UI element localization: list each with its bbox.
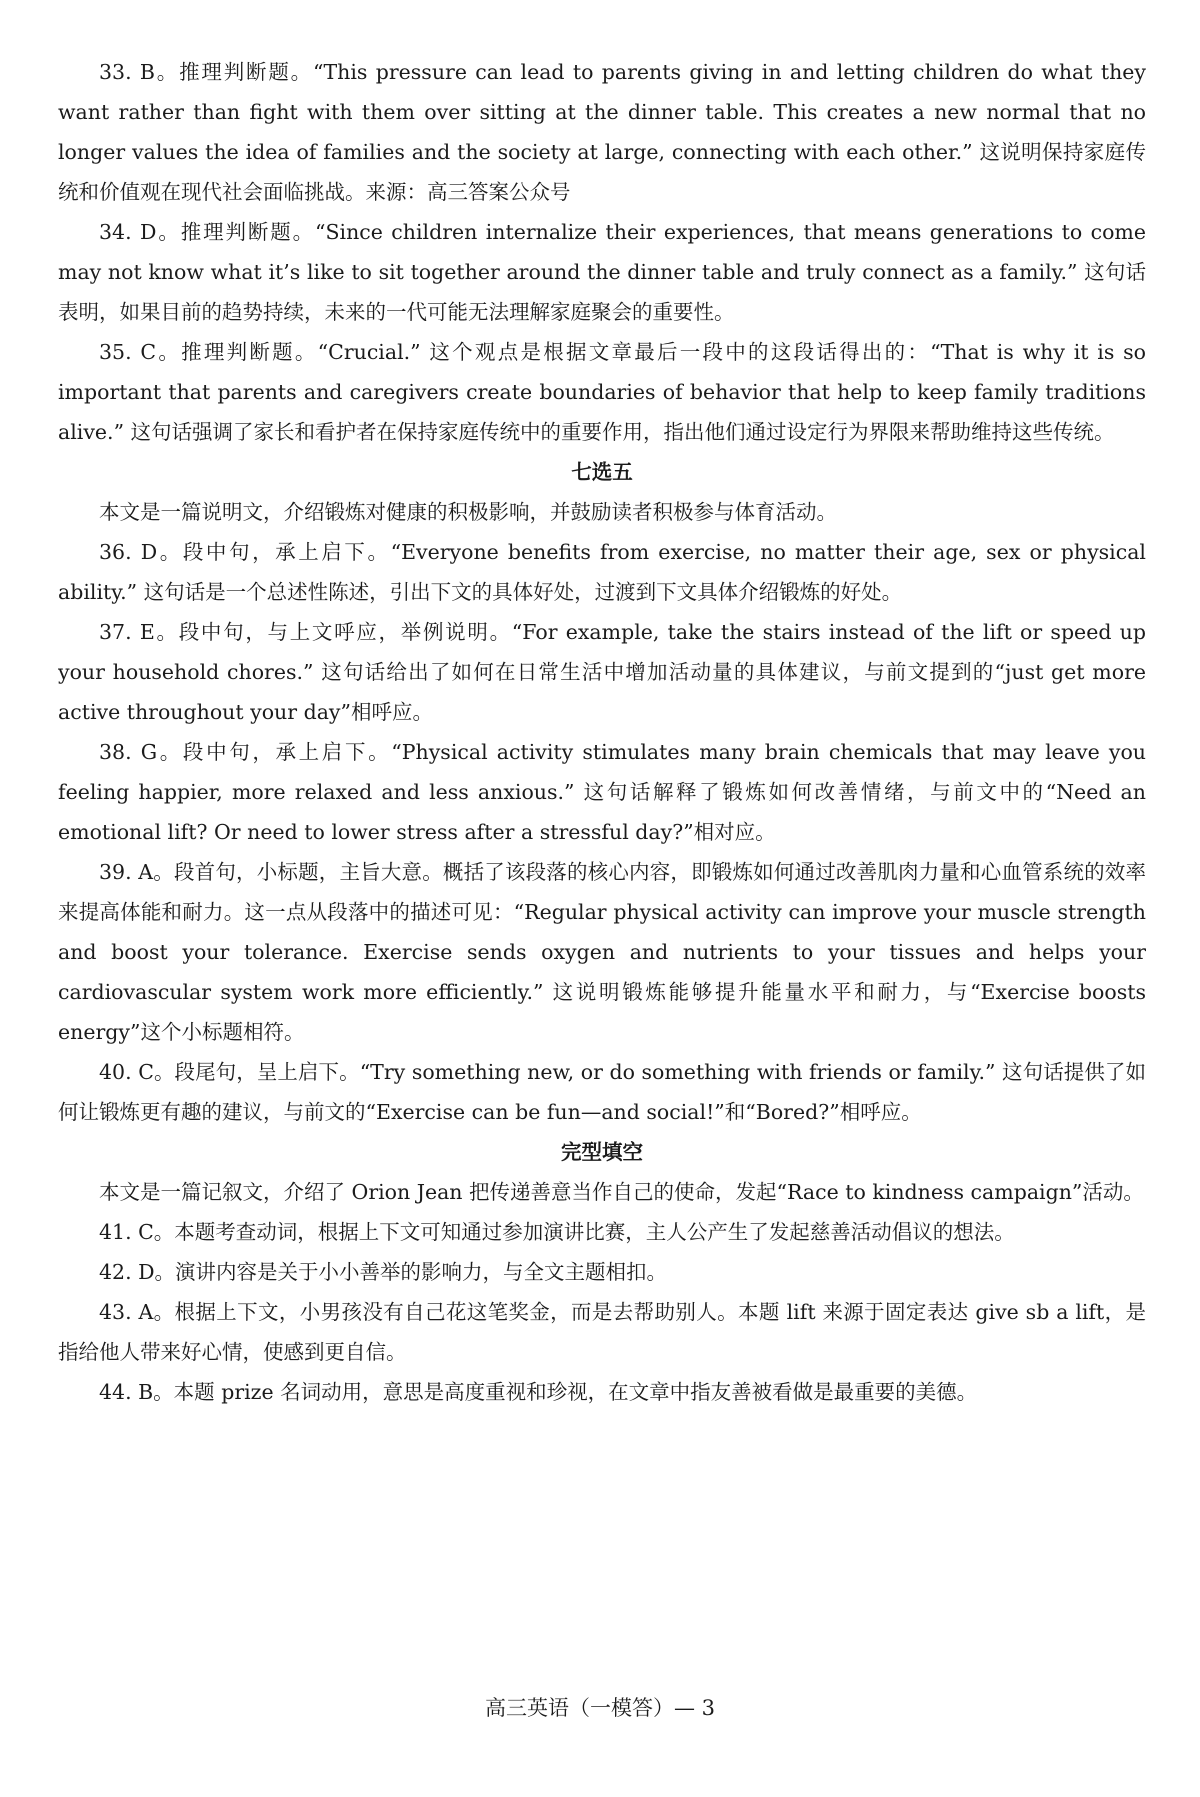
answer-34: 34. D。推理判断题。“Since children internalize their experiences, that means generations to come may not know what it’s like to sit together around the dinner table and truly connect as a family.” 这句话表明，如果目前的趋势持续，未来的一代可能无法理解家庭聚会的重要性。 <box>58 220 1146 324</box>
answer-44: 44. B。本题 prize 名词动用，意思是高度重视和珍视，在文章中指友善被看做是最重要的美德。 <box>99 1380 978 1404</box>
section-intro-cloze: 本文是一篇记叙文，介绍了 Orion Jean 把传递善意当作自己的使命，发起“Race to kindness campaign”活动。 <box>99 1180 1144 1204</box>
answer-39: 39. A。段首句，小标题，主旨大意。概括了该段落的核心内容，即锻炼如何通过改善肌肉力量和心血管系统的效率来提高体能和耐力。这一点从段落中的描述可见：“Regular physical activity can improve your muscle strength and boost your tolerance. Exercise sends oxygen and nutrients to your tissues and helps your cardiovascular system work more efficiently.” 这说明锻炼能够提升能量水平和耐力，与“Exercise boosts energy”这个小标题相符。 <box>58 860 1146 1044</box>
answer-38: 38. G。段中句，承上启下。“Physical activity stimulates many brain chemicals that may leave you feeling happier, more relaxed and less anxious.” 这句话解释了锻炼如何改善情绪，与前文中的“Need an emotional lift? Or need to lower stress after a stressful day?”相对应。 <box>58 740 1146 844</box>
answer-35: 35. C。推理判断题。“Crucial.” 这个观点是根据文章最后一段中的这段话得出的：“That is why it is so important that parents and caregivers create boundaries of behavior that help to keep family traditions alive.” 这句话强调了家长和看护者在保持家庭传统中的重要作用，指出他们通过设定行为界限来帮助维持这些传统。 <box>58 340 1146 444</box>
section-intro-seven-choose-five: 本文是一篇说明文，介绍锻炼对健康的积极影响，并鼓励读者积极参与体育活动。 <box>99 500 837 524</box>
section-heading-cloze: 完型填空 <box>561 1140 643 1164</box>
page-footer: 高三英语（一模答）— 3 <box>484 1696 716 1720</box>
answer-43: 43. A。根据上下文，小男孩没有自己花这笔奖金，而是去帮助别人。本题 lift 来源于固定表达 give sb a lift，是指给他人带来好心情，使感到更自信。 <box>58 1300 1146 1364</box>
section-heading-seven-choose-five: 七选五 <box>571 460 633 484</box>
answer-42: 42. D。演讲内容是关于小小善举的影响力，与全文主题相扣。 <box>99 1260 668 1284</box>
answer-40: 40. C。段尾句，呈上启下。“Try something new, or do something with friends or family.” 这句话提供了如何让锻炼更有趣的建议，与前文的“Exercise can be fun—and social!”和“Bored?”相呼应。 <box>58 1060 1146 1124</box>
answer-37: 37. E。段中句，与上文呼应，举例说明。“For example, take the stairs instead of the lift or speed up your household chores.” 这句话给出了如何在日常生活中增加活动量的具体建议，与前文提到的“just get more active throughout your day”相呼应。 <box>58 620 1146 724</box>
answer-33: 33. B。推理判断题。“This pressure can lead to parents giving in and letting children do what they want rather than fight with them over sitting at the dinner table. This creates a new normal that no longer values the idea of families and the society at large, connecting with each other.” 这说明保持家庭传统和价值观在现代社会面临挑战。来源：高三答案公众号 <box>58 60 1146 204</box>
answer-page <box>58 52 1146 1732</box>
answer-41: 41. C。本题考查动词，根据上下文可知通过参加演讲比赛，主人公产生了发起慈善活动倡议的想法。 <box>99 1220 1015 1244</box>
answer-36: 36. D。段中句，承上启下。“Everyone benefits from exercise, no matter their age, sex or physical ability.” 这句话是一个总述性陈述，引出下文的具体好处，过渡到下文具体介绍锻炼的好处。 <box>58 540 1146 604</box>
